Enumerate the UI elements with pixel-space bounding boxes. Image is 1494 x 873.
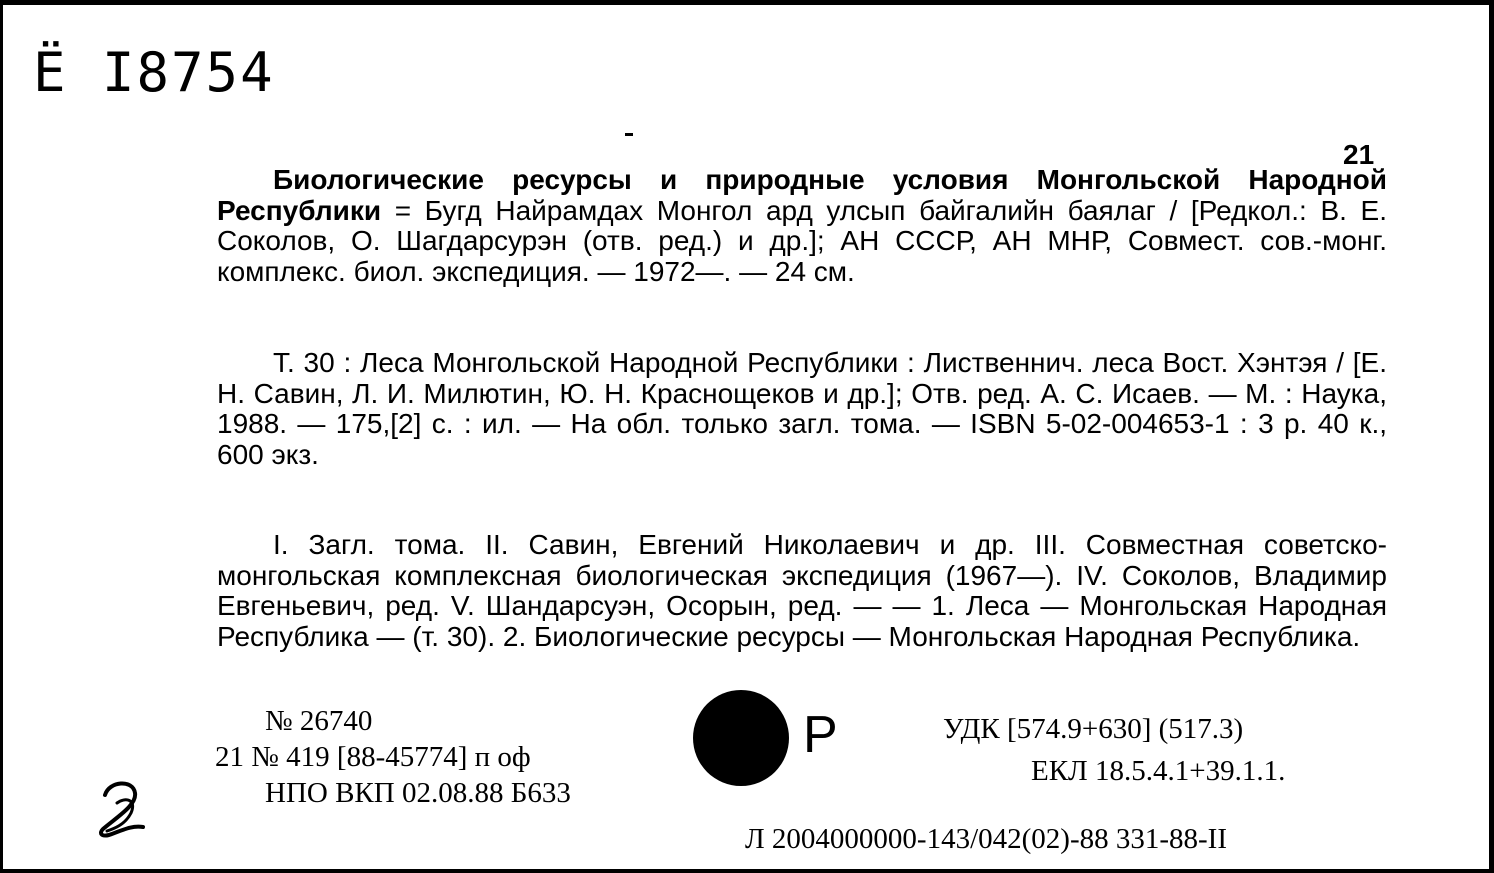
volume-text: Т. 30 : Леса Монгольской Народной Республики : Лиственнич. леса Вост. Хэнтэя / [Е. Н. Савин, Л. И. Милютин, Ю. Н. Краснощеков и др.]; Отв. ред. А. С. Исаев. — М. : Наука, 1988. — 175,[2] с. : ил. — На обл. только загл. тома. — ISBN 5-02-004653-1 : 3 р. 40 к., 600 экз. — [217, 347, 1387, 470]
record-number: № 26740 — [265, 705, 373, 737]
tracings-paragraph — [217, 530, 1387, 652]
udk-index: УДК [574.9+630] (517.3) — [943, 713, 1244, 745]
handwritten-mark — [87, 773, 157, 843]
card-id: Ё I8754 — [33, 41, 275, 104]
ekl-index: ЕКЛ 18.5.4.1+39.1.1. — [1031, 755, 1286, 787]
title-rest: = Бугд Найрамдах Монгол ард улсып байгалийн баялаг / [Редкол.: В. Е. Соколов, О. Шагдарсурэн (отв. ред.) и др.]; АН СССР, АН МНР, Совмест. сов.-монг. комплекс. биол. экспедиция. — 1972—. — 24 см. — [217, 194, 1387, 287]
title-lead: Биологические ресурсы и природные условия Монгольской Народной Республики — [217, 164, 1387, 226]
black-dot-mark — [693, 690, 789, 786]
catalog-code: Л 2004000000-143/042(02)-88 331-88-II — [745, 823, 1227, 855]
volume-paragraph — [217, 348, 1387, 470]
ink-mark — [625, 133, 633, 136]
order-line: 21 № 419 [88-45774] п оф — [215, 741, 531, 773]
p-mark: Р — [803, 706, 838, 764]
title-paragraph — [217, 165, 1387, 287]
npo-line: НПО ВКП 02.08.88 Б633 — [265, 777, 571, 809]
tracings-text: I. Загл. тома. II. Савин, Евгений Николаевич и др. III. Совместная советско-монгольская комплексная биологическая экспедиция (1967—). IV. Соколов, Владимир Евгеньевич, ред. V. Шандарсуэн, Осорын, ред. — — 1. Леса — Монгольская Народная Республика — (т. 30). 2. Биологические ресурсы — Монгольская Народная Республика. — [217, 529, 1387, 652]
page-number: 21 — [1343, 139, 1375, 170]
